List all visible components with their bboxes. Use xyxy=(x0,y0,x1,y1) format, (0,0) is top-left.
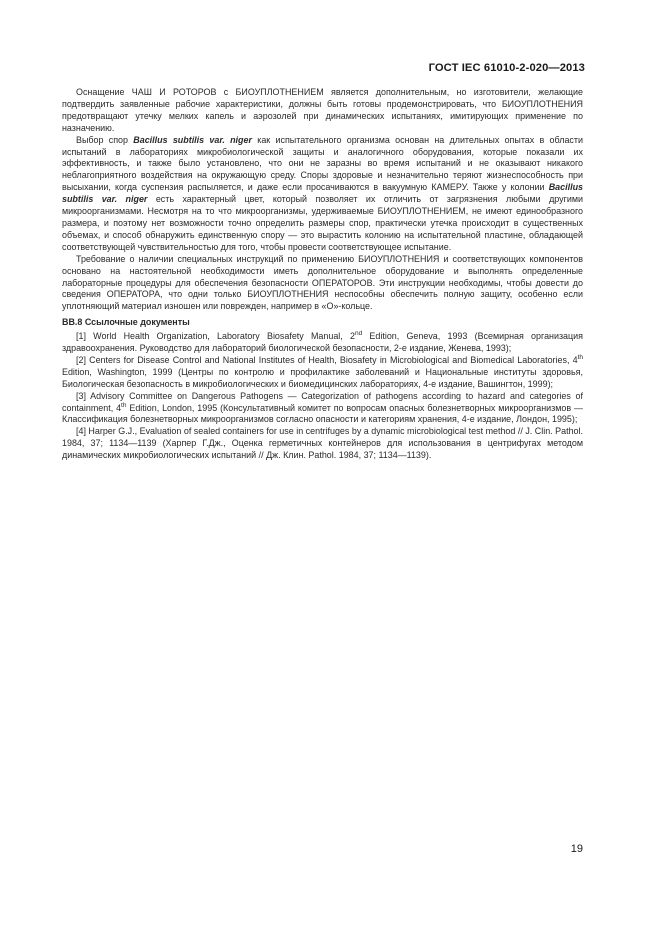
reference-item xyxy=(62,331,583,355)
species-name: Bacillus subtilis var. niger xyxy=(133,134,252,145)
reference-text: Edition, Geneva, 1993 (Всемирная организация здравоохранения. Руководство для лабораторий биологической безопасности, 2-е издание, Женева, 1993); xyxy=(62,331,583,354)
paragraph-text: есть характерный цвет, который позволяет их отличить от загрязнения любыми другими микроорганизмами. Несмотря на то что микроорганизмы, удерживаемые БИОУПЛОТНЕНИЕМ, не имеют единообразного размера, и поэтому нет возможности точно определить размеры спор, практически утечка происходит в существенных объемах, и способ обнаружить единственную спору — это вырастить колонию на испытательной пластине, обладающей соответствующей чувствительностью для того, чтобы провести соответствующее испытание. xyxy=(62,194,584,252)
section-title: BB.8 Ссылочные документы xyxy=(62,317,190,328)
reference-text: [1] World Health Organization, Laboratory Biosafety Manual, 2 xyxy=(76,331,355,342)
page-number: 19 xyxy=(570,843,583,855)
reference-item xyxy=(62,391,583,427)
ordinal-superscript: th xyxy=(121,401,127,409)
reference-item: [4] Harper G.J., Evaluation of sealed containers for use in centrifuges by a dynamic microbiological test method // J. Clin. Pathol. 1984, 37; 1134—1139 (Харпер Г.Дж., Оценка герметичных контейнеров для использования в центрифугах методом динамических микробиологических испытаний // Дж. Клин. Pathol. 1984, 37; 1134—1139). xyxy=(62,426,583,461)
document-body xyxy=(62,87,583,462)
ordinal-superscript: th xyxy=(577,353,583,361)
paragraph-instructions: Требование о наличии специальных инструкций по применению БИОУПЛОТНЕНИЯ и соответствующих компонентов основано на настоятельной необходимости иметь дополнительное оборудование и выполнять определенные лабораторные процедуры для обеспечения безопасности ОПЕРАТОРОВ. Эти инструкции необходимы, чтобы довести до сведения ОПЕРАТОРА, что одни только БИОУПЛОТНЕНИЯ неспособны обеспечить полную защиту, особенно если уплотняющий материал изношен или поврежден, например в «О»-кольце. xyxy=(62,253,583,312)
reference-text: [2] Centers for Disease Control and National Institutes of Health, Biosafety in Microbiological and Biomedical Laboratories, 4 xyxy=(76,354,578,365)
paragraph-text: как испытательного организма основан на длительных опытах в области испытаний в лабораториях микробиологической защиты и аналогичного оборудования, которые показали их эффективность, и также было установлено, что они не заразны во время испытаний и не оказывают никакого неблагоприятного воздействия на окружающую среду. Споры здоровые и незначительно теряют жизнеспособность при высыхании, когда суспензия распыляется, и даже если просачиваются в вакуумную КАМЕРУ. Также у колонии xyxy=(62,134,583,193)
standard-designation: ГОСТ IEC 61010-2-020—2013 xyxy=(428,62,585,74)
reference-text: Edition, London, 1995 (Консультативный комитет по вопросам опасных болезнетворных микроорганизмов — Классификация болезнетворных микроорганизмов согласно опасности и категориям хранения, 4-е издание, Лондон, 1995); xyxy=(62,402,583,425)
reference-item xyxy=(62,355,583,391)
species-name: Bacillus subtilis var. niger xyxy=(62,182,583,205)
ordinal-superscript: nd xyxy=(354,330,363,338)
reference-text: [3] Advisory Committee on Dangerous Pathogens — Categorization of pathogens according to hazard and categories of containment, 4 xyxy=(62,390,583,413)
paragraph-biosealing: Оснащение ЧАШ И РОТОРОВ с БИОУПЛОТНЕНИЕМ является дополнительным, но изготовители, желающие подтвердить заявленные рабочие характеристики, должны быть готовы продемонстрировать, что БИОУПЛОТНЕНИЯ предотвращают утечку мелких капель и аэрозолей при динамических испытаниях, имитирующих применение по назначению. xyxy=(62,87,583,133)
reference-text: Edition, Washington, 1999 (Центры по контролю и профилактике заболеваний и Национальные институты здоровья, Биологическая безопасность в микробиологических и биомедицинских лабораториях, 4-е издание, Вашингтон, 1999); xyxy=(62,366,583,389)
paragraph-bacillus xyxy=(62,135,583,254)
paragraph-text: Выбор спор xyxy=(76,134,134,145)
